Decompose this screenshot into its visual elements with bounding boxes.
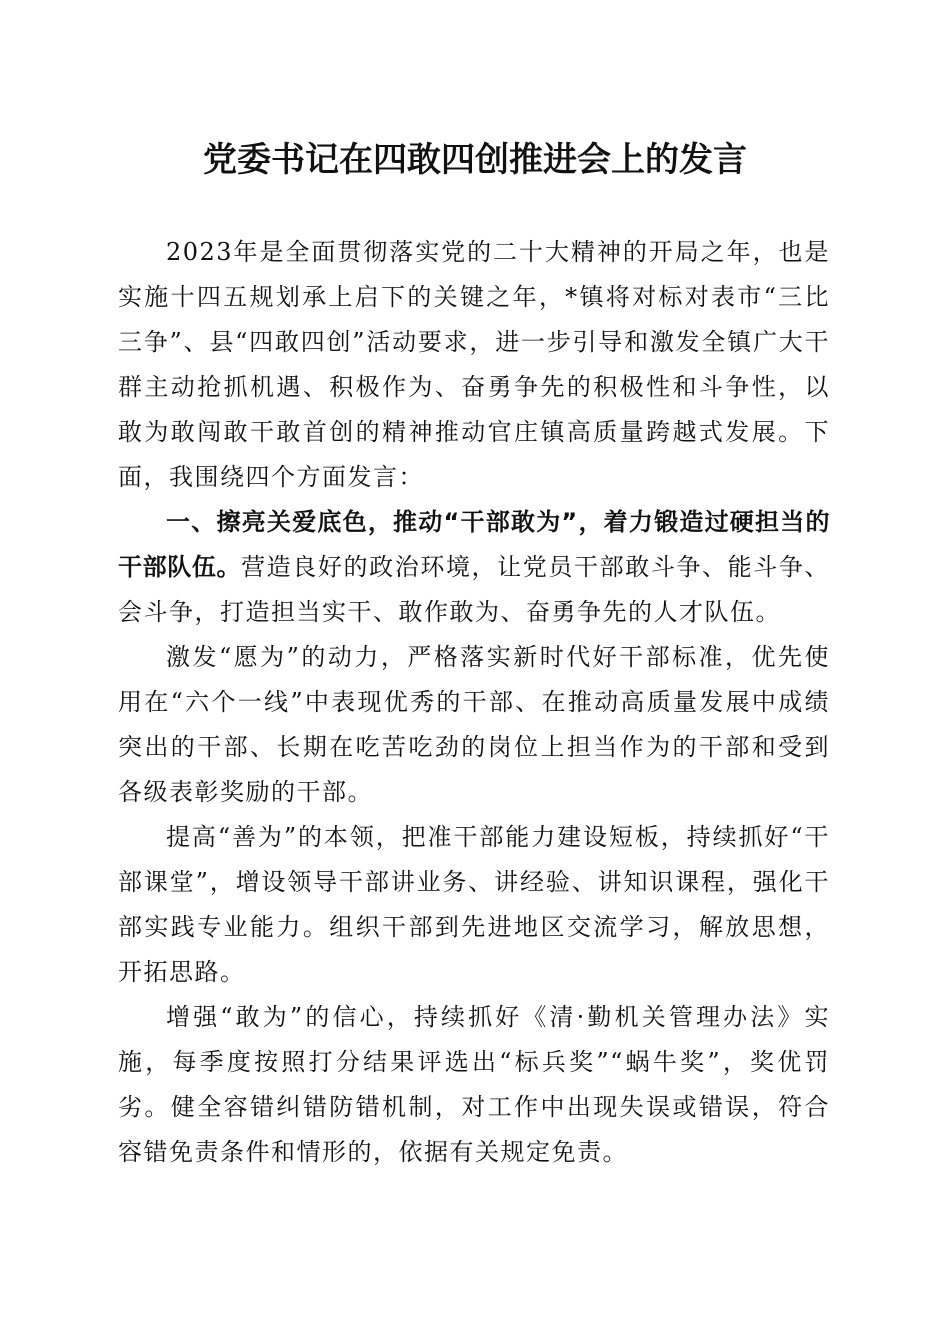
document-title: 党委书记在四敢四创推进会上的发言 bbox=[203, 140, 747, 180]
paragraph-text: 营造良好的政治环境，让党员干部敢斗争、能斗争、会斗争，打造担当实干、敢作敢为、奋勇争先的人才队伍。 bbox=[118, 553, 831, 626]
paragraph-intro bbox=[118, 230, 830, 500]
section-heading: 一、擦亮关爱底色，推动“干部敢为”，着力锻造过硬担当的干部队伍。 bbox=[118, 508, 830, 581]
paragraph-text: 激发“愿为”的动力，严格落实新时代好干部标准，优先使用在“六个一线”中表现优秀的干部、在推动高质量发展中成绩突出的干部、长期在吃苦吃劲的岗位上担当作为的干部和受到各级表彰奖励的干部。 bbox=[118, 643, 830, 806]
paragraph-text: 增强“敢为”的信心，持续抓好《清·勤机关管理办法》实施，每季度按照打分结果评选出“标兵奖”“蜗牛奖”，奖优罚劣。健全容错纠错防错机制，对工作中出现失误或错误，符合容错免责条件和情形的，依据有关规定免责。 bbox=[118, 1003, 830, 1166]
paragraph-confidence bbox=[118, 995, 830, 1175]
paragraph-capable bbox=[118, 815, 830, 995]
paragraph-willing bbox=[118, 635, 830, 815]
paragraph-section-one bbox=[118, 500, 830, 635]
paragraph-text: 2023年是全面贯彻落实党的二十大精神的开局之年，也是实施十四五规划承上启下的关键之年，*镇将对标对表市“三比三争”、县“四敢四创”活动要求，进一步引导和激发全镇广大干群主动抢抓机遇、积极作为、奋勇争先的积极性和斗争性，以敢为敢闯敢干敢首创的精神推动官庄镇高质量跨越式发展。下面，我围绕四个方面发言： bbox=[118, 238, 830, 491]
paragraph-text: 提高“善为”的本领，把准干部能力建设短板，持续抓好“干部课堂”，增设领导干部讲业务、讲经验、讲知识课程，强化干部实践专业能力。组织干部到先进地区交流学习，解放思想，开拓思路。 bbox=[118, 823, 830, 986]
document-body bbox=[118, 230, 830, 1175]
